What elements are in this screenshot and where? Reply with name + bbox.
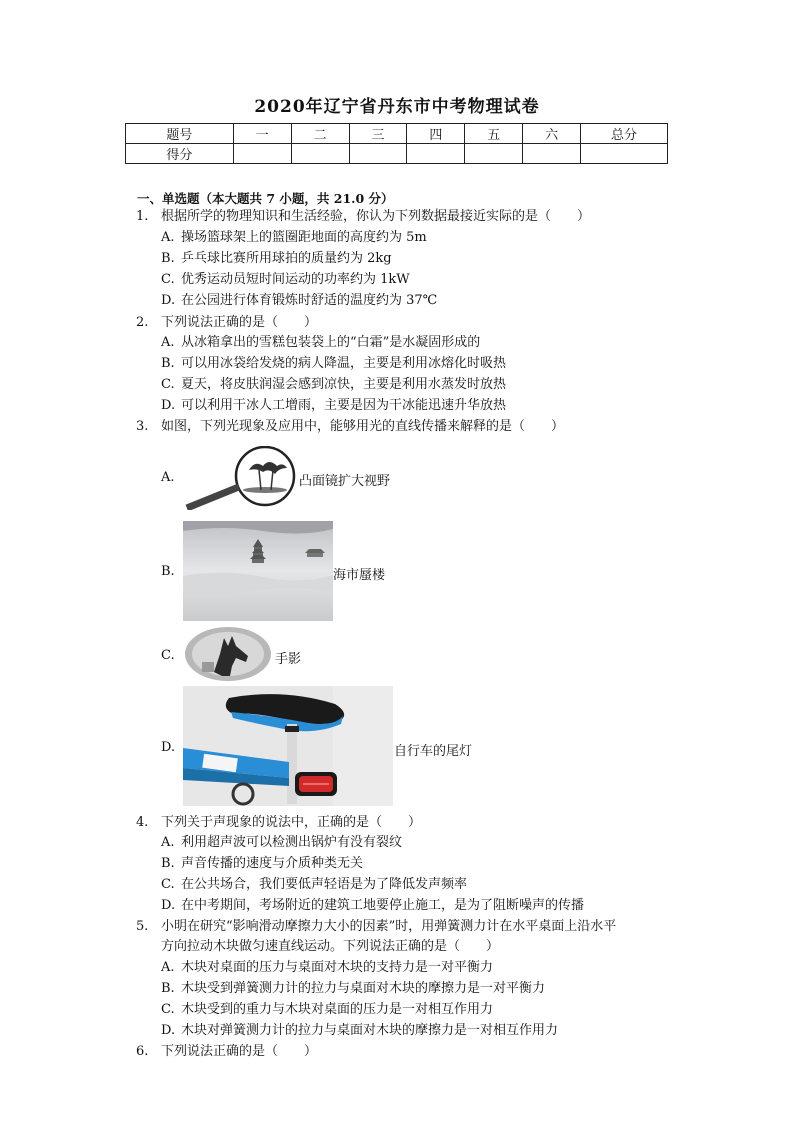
hand-shadow-image [184,626,272,682]
table-cell: 题号 [126,124,234,144]
score-field[interactable] [233,144,291,164]
table-cell: 一 [233,124,291,144]
score-field[interactable] [291,144,349,164]
option-letter: A. [161,960,175,975]
score-field[interactable] [349,144,407,164]
table-cell: 六 [523,124,581,144]
option-5a[interactable] [161,958,493,978]
option-text: 木块对桌面的压力与桌面对木块的支持力是一对平衡力 [181,960,494,975]
option-3b-text: 海市蜃楼 [333,568,386,583]
question-text: 下列关于声现象的说法中，正确的是（ ） [161,815,422,830]
question-number: 1. [136,209,149,224]
option-text: 夏天，将皮肤润湿会感到凉快，主要是利用水蒸发时放热 [181,377,507,392]
option-3d-letter[interactable]: D. [161,740,176,755]
score-table-score-row [126,144,668,164]
option-letter: C. [161,1002,175,1017]
option-text: 乒乓球比赛所用球拍的质量约为 2kg [181,251,392,266]
score-table [125,123,668,164]
option-1b[interactable] [161,249,392,269]
score-field[interactable] [523,144,581,164]
option-4d[interactable] [161,896,584,916]
option-1c[interactable] [161,270,410,290]
option-text: 从冰箱拿出的雪糕包装袋上的“白霜”是水凝固形成的 [181,335,481,350]
option-text: 操场篮球架上的篮圈距地面的高度约为 5m [181,230,427,245]
option-3c-letter[interactable]: C. [161,648,175,663]
section-heading: 一、单选题（本大题共 7 小题，共 21.0 分） [137,191,394,206]
option-2b[interactable] [161,354,506,374]
option-text: 木块对弹簧测力计的拉力与桌面对木块的摩擦力是一对相互作用力 [181,1023,559,1038]
table-cell: 三 [349,124,407,144]
page-title: 2020年辽宁省丹东市中考物理试卷 [254,97,540,117]
question-number: 4. [136,815,149,830]
table-cell: 二 [291,124,349,144]
question-text: 根据所学的物理知识和生活经验，你认为下列数据最接近实际的是（ ） [161,209,591,224]
option-2c[interactable] [161,375,506,395]
option-text: 声音传播的速度与介质种类无关 [181,856,364,871]
option-5b[interactable] [161,979,545,999]
option-letter: A. [161,335,175,350]
option-1d[interactable] [161,291,437,311]
question-text: 下列说法正确的是（ ） [161,1044,318,1059]
score-field[interactable] [581,144,668,164]
option-letter: B. [161,356,175,371]
option-letter: D. [161,398,176,413]
option-letter: D. [161,293,176,308]
option-5c[interactable] [161,1000,493,1020]
question-text: 下列说法正确的是（ ） [161,315,318,330]
option-2a[interactable] [161,333,480,353]
option-letter: A. [161,230,175,245]
option-text: 可以用冰袋给发烧的病人降温，主要是利用冰熔化时吸热 [181,356,507,371]
question-number: 5. [136,919,149,934]
option-text: 利用超声波可以检测出锅炉有没有裂纹 [181,835,403,850]
mirage-image [183,521,333,621]
question-number: 6. [136,1044,149,1059]
question-4 [136,813,421,833]
option-letter: C. [161,377,175,392]
option-3a-letter[interactable]: A. [161,470,175,485]
option-letter: D. [161,898,176,913]
option-3d-text: 自行车的尾灯 [394,744,473,759]
question-text-continued: 方向拉动木块做匀速直线运动。下列说法正确的是（ ） [161,939,500,954]
option-4a[interactable] [161,833,402,853]
option-5d[interactable] [161,1021,558,1041]
question-2 [136,313,317,333]
score-field[interactable] [465,144,523,164]
option-letter: C. [161,272,175,287]
option-3b-letter[interactable]: B. [161,564,175,579]
option-2d[interactable] [161,396,506,416]
option-letter: C. [161,877,175,892]
score-table-header-row [126,124,668,144]
score-field[interactable] [407,144,465,164]
option-1a[interactable] [161,228,427,248]
option-text: 可以利用干冰人工增雨，主要是因为干冰能迅速升华放热 [181,398,507,413]
option-letter: B. [161,251,175,266]
option-text: 木块受到弹簧测力计的拉力与桌面对木块的摩擦力是一对平衡力 [181,981,546,996]
table-cell: 得分 [126,144,234,164]
option-letter: B. [161,856,175,871]
question-5 [136,917,616,937]
option-letter: A. [161,835,175,850]
option-letter: D. [161,1023,176,1038]
question-text: 如图，下列光现象及应用中，能够用光的直线传播来解释的是（ ） [161,419,565,434]
question-3 [136,417,564,437]
option-text: 木块受到的重力与木块对桌面的压力是一对相互作用力 [181,1002,494,1017]
question-6 [136,1042,317,1062]
question-number: 2. [136,315,149,330]
question-number: 3. [136,419,149,434]
question-1 [136,207,590,227]
option-3c-text: 手影 [275,652,302,667]
option-text: 在公园进行体育锻炼时舒适的温度约为 37℃ [181,293,438,308]
option-text: 优秀运动员短时间运动的功率约为 1kW [181,272,410,287]
convex-mirror-image [183,446,299,510]
option-text: 在公共场合，我们要低声轻语是为了降低发声频率 [181,877,468,892]
bicycle-tail-light-image [183,686,393,806]
option-letter: B. [161,981,175,996]
table-cell: 四 [407,124,465,144]
table-cell: 总分 [581,124,668,144]
question-text: 小明在研究“影响滑动摩擦力大小的因素”时，用弹簧测力计在水平桌面上沿水平 [161,919,617,934]
option-3a-text: 凸面镜扩大视野 [299,474,391,489]
option-4c[interactable] [161,875,467,895]
table-cell: 五 [465,124,523,144]
option-4b[interactable] [161,854,363,874]
option-text: 在中考期间，考场附近的建筑工地要停止施工，是为了阻断噪声的传播 [181,898,585,913]
